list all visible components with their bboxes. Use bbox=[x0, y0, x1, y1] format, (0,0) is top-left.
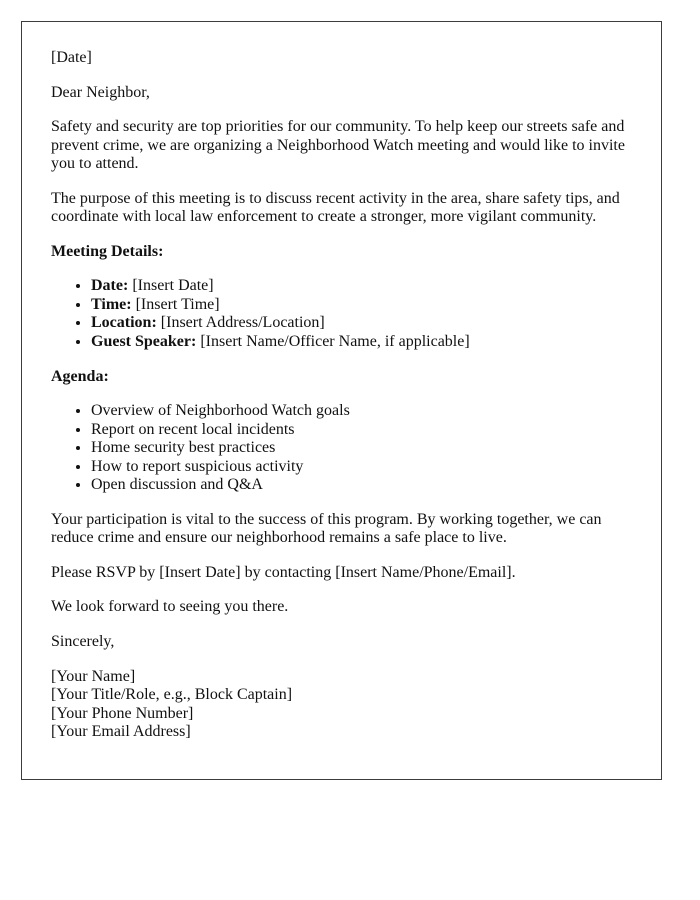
intro-paragraph: Safety and security are top priorities for our community. To help keep our streets safe and prevent crime, we are organizing a Neighborhood Watch meeting and would like to invite you to attend. bbox=[51, 118, 625, 173]
meeting-detail-value: [Insert Time] bbox=[135, 295, 220, 313]
signoff: Sincerely, bbox=[51, 633, 115, 651]
signature-block bbox=[51, 668, 630, 742]
signature-email: [Your Email Address] bbox=[51, 723, 191, 741]
letter-document bbox=[21, 21, 662, 780]
signature-phone: [Your Phone Number] bbox=[51, 704, 194, 722]
agenda-item: • Overview of Neighborhood Watch goals bbox=[91, 402, 630, 421]
meeting-detail-label: Guest Speaker: bbox=[91, 333, 197, 351]
agenda-item: • How to report suspicious activity bbox=[91, 458, 630, 477]
meeting-details-heading: Meeting Details: bbox=[51, 242, 164, 260]
purpose-paragraph: The purpose of this meeting is to discuss recent activity in the area, share safety tips, and coordinate with local law enforcement to create a stronger, more vigilant community. bbox=[51, 189, 620, 226]
meeting-detail-label: Date: bbox=[91, 277, 129, 295]
meeting-detail-item-location bbox=[91, 314, 630, 333]
meeting-detail-item-date bbox=[91, 277, 630, 296]
agenda-item: • Home security best practices bbox=[91, 439, 630, 458]
signature-name: [Your Name] bbox=[51, 667, 136, 685]
closing-line: We look forward to seeing you there. bbox=[51, 598, 289, 616]
meeting-detail-item-time bbox=[91, 296, 630, 315]
agenda-heading: Agenda: bbox=[51, 367, 109, 385]
meeting-detail-value: [Insert Date] bbox=[132, 277, 214, 295]
meeting-detail-item-guest-speaker bbox=[91, 333, 630, 352]
meeting-detail-value: [Insert Name/Officer Name, if applicable] bbox=[200, 333, 470, 351]
signature-title: [Your Title/Role, e.g., Block Captain] bbox=[51, 686, 293, 704]
salutation: Dear Neighbor, bbox=[51, 83, 150, 101]
rsvp-line: Please RSVP by [Insert Date] by contacting [Insert Name/Phone/Email]. bbox=[51, 563, 516, 581]
participation-paragraph: Your participation is vital to the success of this program. By working together, we can reduce crime and ensure our neighborhood remains a safe place to live. bbox=[51, 510, 602, 547]
agenda-list bbox=[51, 402, 630, 495]
meeting-detail-label: Time: bbox=[91, 295, 132, 313]
meeting-detail-label: Location: bbox=[91, 314, 157, 332]
meeting-details-list bbox=[51, 277, 630, 351]
agenda-item: • Report on recent local incidents bbox=[91, 421, 630, 440]
meeting-detail-value: [Insert Address/Location] bbox=[160, 314, 325, 332]
agenda-item: • Open discussion and Q&A bbox=[91, 476, 630, 495]
date-line: [Date] bbox=[51, 49, 92, 66]
